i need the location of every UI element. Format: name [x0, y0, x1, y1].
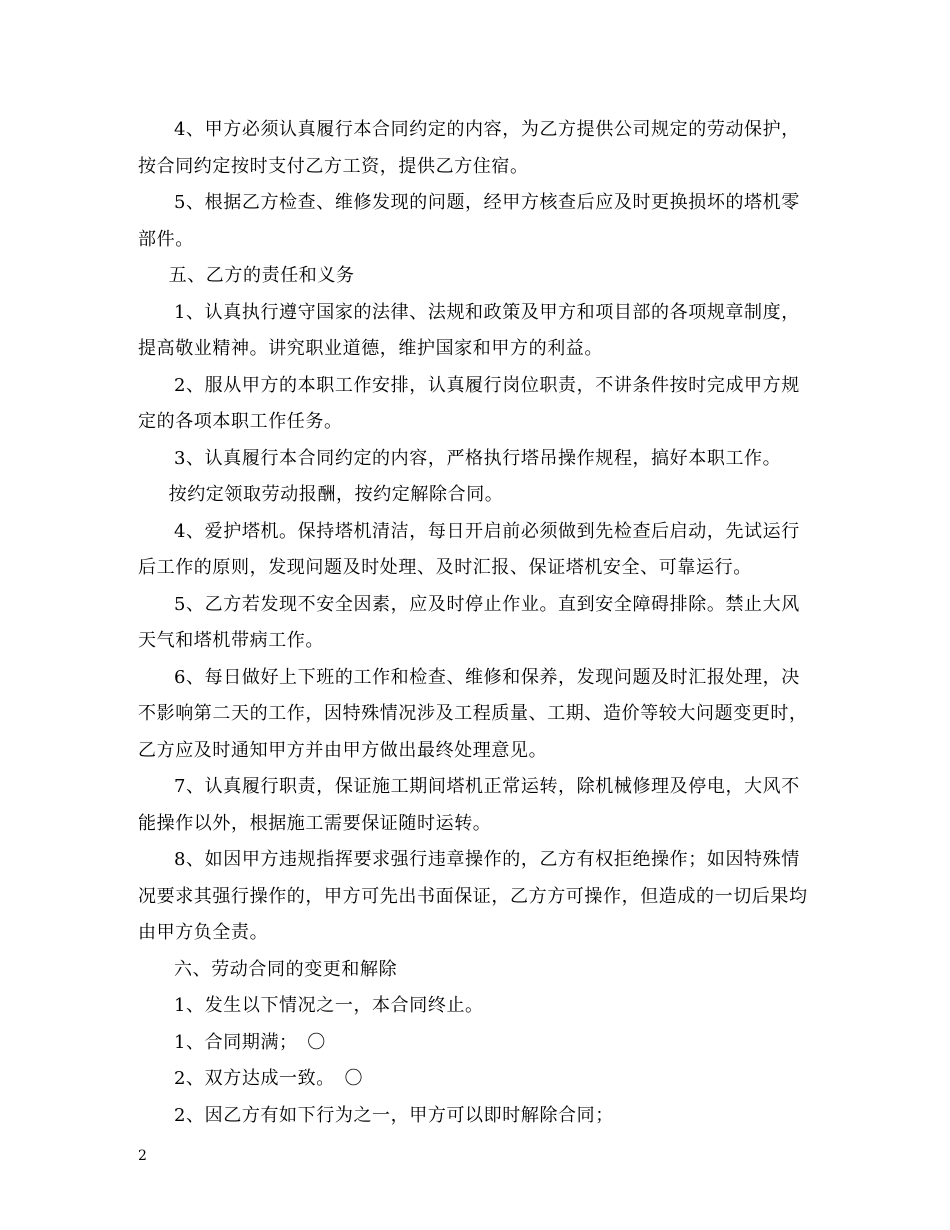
paragraph-3-perform-contract: 3、认真履行本合同约定的内容，严格执行塔吊操作规程，搞好本职工作。 [174, 447, 782, 469]
paragraph-8-refuse-violation: 8、如因甲方违规指挥要求强行违章操作的，乙方有权拒绝操作；如因特殊情况要求其强行操作的，甲方可先出书面保证，乙方方可操作，但造成的一切后果均由甲方负全责。 [138, 849, 808, 943]
paragraph-immediate-termination: 2、因乙方有如下行为之一，甲方可以即时解除合同； [174, 1104, 614, 1126]
paragraph-receive-remuneration: 按约定领取劳动报酬，按约定解除合同。 [168, 484, 504, 505]
list-item-mutual-agreement: 2、双方达成一致。 〇 [174, 1068, 364, 1089]
section-heading-contract-change: 六、劳动合同的变更和解除 [174, 958, 398, 980]
paragraph-4-care-crane: 4、爱护塔机。保持塔机清洁，每日开启前必须做到先检查后启动，先试运行后工作的原则，发现问题及时处理、及时汇报、保证塔机安全、可靠运行。 [138, 520, 800, 578]
section-heading-party-b-duties: 五、乙方的责任和义务 [168, 265, 355, 286]
paragraph-termination-conditions: 1、发生以下情况之一，本合同终止。 [174, 995, 484, 1016]
paragraph-4-party-a-obligations: 4、甲方必须认真履行本合同约定的内容，为乙方提供公司规定的劳动保护，按合同约定按时支付乙方工资，提供乙方住宿。 [138, 119, 800, 177]
paragraph-6-daily-inspection: 6、每日做好上下班的工作和检查、维修和保养，发现问题及时汇报处理，决不影响第二天的工作，因特殊情况涉及工程质量、工期、造价等较大问题变更时，乙方应及时通知甲方并由甲方做出最终处理意见。 [138, 666, 808, 761]
paragraph-2-follow-arrangement: 2、服从甲方的本职工作安排，认真履行岗位职责，不讲条件按时完成甲方规定的各项本职工作任务。 [138, 374, 800, 432]
list-item-contract-expired: 1、合同期满； 〇 [174, 1031, 326, 1053]
document-body [138, 112, 818, 1134]
paragraph-5-replace-parts: 5、根据乙方检查、维修发现的问题，经甲方核查后应及时更换损坏的塔机零部件。 [138, 192, 800, 250]
page-number: 2 [138, 1148, 147, 1164]
paragraph-5-unsafe-factors: 5、乙方若发现不安全因素，应及时停止作业。直到安全障碍排除。禁止大风天气和塔机带病工作。 [138, 593, 800, 651]
paragraph-7-fulfill-duties: 7、认真履行职责，保证施工期间塔机正常运转，除机械修理及停电，大风不能操作以外，根据施工需要保证随时运转。 [138, 776, 800, 834]
paragraph-1-obey-laws: 1、认真执行遵守国家的法律、法规和政策及甲方和项目部的各项规章制度，提高敬业精神。讲究职业道德，维护国家和甲方的利益。 [138, 301, 800, 359]
